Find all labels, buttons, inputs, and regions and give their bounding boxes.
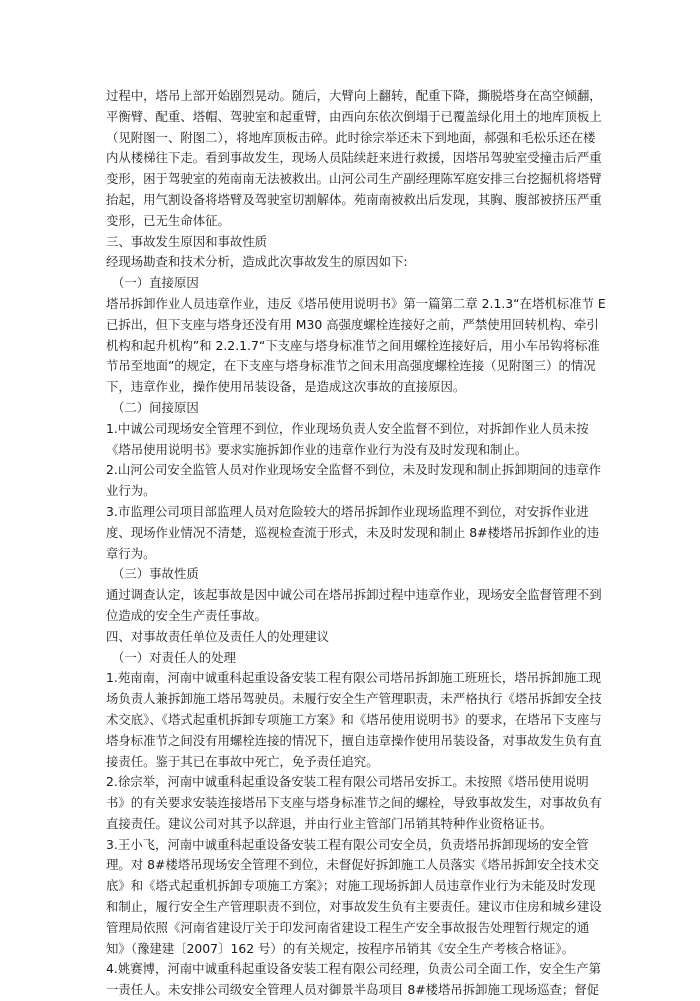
subheading-direct-cause: （一）直接原因: [112, 275, 199, 291]
paragraph-direct-cause: 塔吊拆卸作业人员违章作业，违反《塔吊使用说明书》第一篇第二章 2.1.3“在塔机标准节 E 已拆出，但下支座与塔身还没有用 M30 高强度螺栓连接好之前，严禁使用回转机构、牵引机构和起升机构”和 2.2.1.7“下支座与塔身标准节之间用螺栓连接好后，用小车吊钩将标准节吊至地面”的规定，在下支座与塔身标准节之间未用高强度螺栓连接（见附图三）的情况下，违章作业，操作使用吊装设备，是造成这次事故的直接原因。: [106, 295, 606, 395]
paragraph-accident-process: 过程中，塔吊上部开始剧烈晃动。随后，大臂向上翻转，配重下降，撕脱塔身在高空倾翻，平衡臂、配重、塔帽、驾驶室和起重臂，由西向东依次倒塌于已覆盖绿化用土的地库顶板上（见附图一、附图二），将地库顶板击碎。此时徐宗举还未下到地面，郝强和毛松乐还在楼内从楼梯往下走。看到事故发生，现场人员陆续赶来进行救援，因塔吊驾驶室受撞击后严重变形，困于驾驶室的苑南南无法被救出。山河公司生产副经理陈军庭安排三台挖掘机将塔臂抬起，用气割设备将塔臂及驾驶室切割解体。苑南南被救出后发现，其胸、腹部被挤压严重变形，已无生命体征。: [106, 88, 602, 228]
paragraph-person-2: 2.徐宗举，河南中诚重科起重设备安装工程有限公司塔吊安拆工。未按照《塔吊使用说明书》的有关要求安装连接塔吊下支座与塔身标准节之间的螺栓，导致事故发生，对事故负有直接责任。建议公司对其予以辞退，并由行业主管部门吊销其特种作业资格证书。: [106, 774, 602, 831]
paragraph-analysis-intro: 经现场勘查和技术分析，造成此次事故发生的原因如下:: [106, 254, 408, 270]
subheading-responsible-persons: （一）对责任人的处理: [112, 649, 236, 665]
paragraph-indirect-cause-2: 2.山河公司安全监管人员对作业现场安全监督不到位，未及时发现和制止拆卸期间的违章作业行为。: [106, 462, 602, 499]
paragraph-person-1: 1.苑南南，河南中诚重科起重设备安装工程有限公司塔吊拆卸施工班班长，塔吊拆卸施工现场负责人兼拆卸施工塔吊驾驶员。未履行安全生产管理职责，未严格执行《塔吊拆卸安全技术交底》、《塔式起重机拆卸专项施工方案》和《塔吊使用说明书》的要求，在塔吊下支座与塔身标准节之间没有用螺栓连接的情况下，擅自违章操作使用吊装设备，对事故发生负有直接责任。鉴于其已在事故中死亡，免予责任追究。: [106, 670, 602, 769]
subheading-accident-nature: （三）事故性质: [112, 566, 199, 582]
heading-causes-and-nature: 三、事故发生原因和事故性质: [106, 233, 268, 249]
heading-handling-suggestions: 四、对事故责任单位及责任人的处理建议: [106, 628, 330, 644]
paragraph-accident-nature: 通过调查认定，该起事故是因中诚公司在塔吊拆卸过程中违章作业，现场安全监督管理不到位造成的安全生产责任事故。: [106, 587, 602, 623]
document-page: [106, 86, 606, 1001]
paragraph-person-4: 4.姚赛博，河南中诚重科起重设备安装工程有限公司经理，负责公司全面工作，安全生产第一责任人。未安排公司级安全管理人员对御景半岛项目 8#楼塔吊拆卸施工现场巡查；督促: [106, 961, 602, 998]
paragraph-person-3: 3.王小飞，河南中诚重科起重设备安装工程有限公司安全员，负责塔吊拆卸现场的安全管理。对 8#楼塔吊现场安全管理不到位，未督促好拆卸施工人员落实《塔吊拆卸安全技术交底》和《塔式起重机拆卸专项施工方案》；对施工现场拆卸人员违章作业行为未能及时发现和制止，履行安全生产管理职责不到位，对事故发生负有主要责任。建议市住房和城乡建设管理局依照《河南省建设厅关于印发河南省建设工程生产安全事故报告处理暂行规定的通知》（豫建建〔2007〕162 号）的有关规定，按程序吊销其《安全生产考核合格证》。: [106, 836, 602, 956]
paragraph-indirect-cause-1: 1.中诚公司现场安全管理不到位，作业现场负责人安全监督不到位，对拆卸作业人员未按《塔吊使用说明书》要求实施拆卸作业的违章作业行为没有及时发现和制止。: [106, 420, 589, 457]
paragraph-indirect-cause-3: 3.市监理公司项目部监理人员对危险较大的塔吊拆卸作业现场监理不到位，对安拆作业进度、现场作业情况不清楚，巡视检查流于形式，未及时发现和制止 8#楼塔吊拆卸作业的违章行为。: [106, 503, 600, 561]
subheading-indirect-cause: （二）间接原因: [112, 399, 199, 415]
